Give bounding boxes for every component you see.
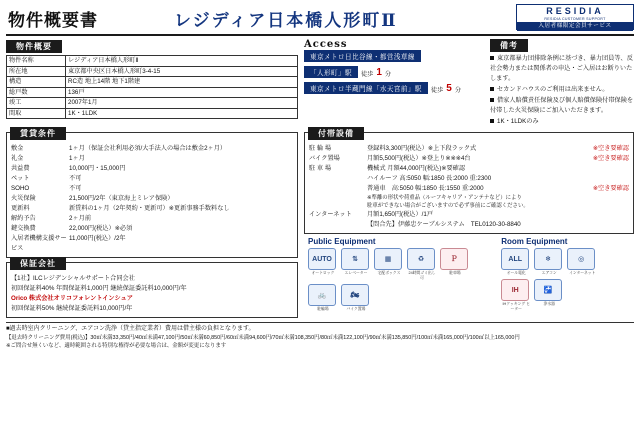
note-item	[490, 54, 634, 84]
room-equipment-group	[501, 237, 630, 312]
facility-row	[305, 210, 633, 220]
terms-row	[7, 164, 297, 174]
access-row	[304, 50, 482, 64]
outline-key: 所在地	[7, 66, 66, 77]
water-purifier-icon: 🚰	[534, 279, 562, 301]
facility-value: 登録料3,300円(税込）※上下段ラック式	[367, 145, 477, 152]
trash-room-icon: ♻	[407, 248, 435, 270]
residia-logo	[516, 4, 634, 30]
ih-cooker-icon: IH	[501, 279, 529, 301]
access-row	[304, 66, 482, 80]
equipment-caption: バイク置場	[346, 307, 366, 311]
room-equipment-title: Room Equipment	[501, 237, 568, 246]
equipment-section	[304, 237, 634, 312]
public-equipment-icons	[308, 248, 489, 312]
outline-key: 間取	[7, 108, 66, 119]
note-text: 1K・1LDKのみ	[497, 118, 539, 125]
terms-value: 不可	[69, 185, 82, 192]
facility-key	[309, 184, 367, 194]
document-footer	[6, 322, 634, 350]
facility-row	[305, 202, 633, 210]
outline-key: 物件名称	[7, 56, 66, 67]
facility-key: インターネット	[309, 211, 352, 218]
facility-key	[309, 220, 367, 230]
guarantee-header	[7, 259, 297, 274]
facility-row	[305, 184, 633, 194]
terms-value: 不可	[69, 175, 82, 182]
outline-value: 東京都中央区日本橋人形町3-4-15	[66, 66, 298, 77]
outline-table	[6, 55, 298, 119]
note-item	[490, 117, 634, 127]
outline-key: 竣工	[7, 98, 66, 109]
facilities-box	[304, 129, 634, 234]
equipment-caption: 24時間ゴミ出し可	[408, 271, 436, 280]
table-row	[7, 87, 298, 98]
bicycle-icon: 🚲	[308, 284, 336, 306]
equipment-item	[308, 248, 338, 281]
facility-row	[305, 174, 633, 184]
facility-value: 【問合先】伊藤忠ケーブルシステム TEL0120-30-8840	[367, 221, 521, 228]
logo-brand-text: RESIDIA	[517, 5, 633, 17]
facility-row	[305, 220, 633, 230]
outline-value: 2007年1月	[66, 98, 298, 109]
property-name-title: レジディア日本橋人形町Ⅱ	[174, 11, 398, 31]
terms-key: 敷金	[11, 145, 24, 152]
table-row	[7, 66, 298, 77]
terms-row	[7, 194, 297, 204]
facility-key	[309, 194, 367, 202]
note-item	[490, 96, 634, 116]
facility-row	[305, 154, 633, 164]
facility-key: 駐 車 場	[309, 165, 332, 172]
facility-mark: ※空き要確認	[592, 145, 629, 152]
facility-key	[309, 202, 367, 210]
terms-row	[7, 144, 297, 154]
facility-key: 駐 輪 場	[309, 145, 332, 152]
outline-column	[6, 39, 298, 128]
footer-line: ■過去時室内クリーニング、エアコン洗浄（貸主指定業者）費用は借主様の負担となります。	[6, 326, 255, 332]
equipment-caption: インターネット	[569, 271, 596, 275]
note-item	[490, 85, 634, 95]
terms-key: 礼金	[11, 155, 24, 162]
terms-value: 2ヶ月前	[69, 215, 92, 222]
outline-value: 136戸	[66, 87, 298, 98]
facilities-header	[305, 129, 633, 144]
room-equipment-icons	[501, 248, 630, 312]
equipment-caption: 駐輪場	[317, 307, 329, 311]
access-station: 東京メトロ日比谷線・都営浅草線	[304, 50, 421, 62]
terms-value: 新賃料の1ヶ月（2年契約・更新可）※更新事務手数料なし	[69, 205, 230, 212]
terms-key: 入居者機構支援サービス	[11, 235, 67, 252]
access-walk-label: 徒歩	[430, 86, 444, 94]
access-block	[304, 39, 482, 128]
guarantee-box	[6, 259, 298, 318]
terms-column	[6, 129, 298, 318]
terms-row	[7, 174, 297, 184]
outline-value: レジディア日本橋人形町Ⅱ	[66, 56, 298, 67]
terms-key: 更新料	[11, 205, 30, 212]
equipment-caption: IHクッキング ヒーター	[502, 302, 530, 311]
equipment-item	[567, 248, 597, 276]
guarantee-line: 初回保証料50% 継続保証委託料10,000円/年	[11, 305, 133, 312]
note-text: 東京都暴力団排除条例に基づき、暴力団員等、反社会勢力または関係者の申込・ご入居はお断りいたします。	[490, 55, 633, 82]
top-section	[6, 39, 634, 128]
equipment-item	[534, 279, 564, 312]
terms-row	[7, 184, 297, 194]
terms-key: 火災保険	[11, 195, 36, 202]
terms-box	[6, 129, 298, 258]
equipment-caption: エレベーター	[344, 271, 368, 275]
notes-block	[490, 39, 634, 128]
table-row	[7, 56, 298, 67]
logo-member-service-text: 入居者様限定会員サービス	[517, 22, 633, 31]
outline-value: 1K・1LDK	[66, 108, 298, 119]
access-heading: Access	[304, 39, 348, 50]
access-minutes-unit: 分	[454, 86, 462, 94]
equipment-item	[501, 279, 531, 312]
equipment-item	[534, 248, 564, 276]
bullet-icon	[490, 87, 494, 91]
table-row	[7, 98, 298, 109]
document-header	[6, 4, 634, 36]
equipment-caption: 宅配ボックス	[377, 271, 401, 275]
equipment-item	[501, 248, 531, 276]
logo-sub-text: RESIDIA CUSTOMER SUPPORT	[544, 17, 606, 21]
public-equipment-title: Public Equipment	[308, 237, 376, 246]
motorbike-icon: 🏍	[341, 284, 369, 306]
terms-row	[7, 214, 297, 224]
access-minutes: 5	[446, 83, 452, 94]
equipment-caption: 駐車場	[449, 271, 461, 275]
note-text: 借家人賠償責任保険及び個人賠償保険付帯保険を付帯した火災保険にご加入いただきます。	[490, 97, 634, 114]
terms-key: 解約予告	[11, 215, 36, 222]
terms-value: 1ヶ月（保証会社利用必須/大手法人の場合は敷金2ヶ月）	[69, 145, 227, 152]
public-equipment-group	[308, 237, 489, 312]
outline-key: 総戸数	[7, 87, 66, 98]
facility-value: 普通車 高:5050 幅:1850 長:1550 重:2000	[367, 185, 484, 192]
terms-value: 10,000円・15,000円	[69, 165, 126, 172]
footer-line: ※ご問合せ無くいなど、適時範囲される特別な権得が必要な場合は、金額が変更になります	[6, 343, 227, 349]
equipment-caption: エアコン	[541, 271, 557, 275]
facility-value: ハイルーフ 高:5050 幅:1850 長:2000 重:2300	[367, 175, 492, 182]
equipment-caption: 浄水器	[543, 302, 555, 306]
facility-mark: ※空き要確認	[592, 155, 629, 162]
footer-line: 【退去時クリーニング費用(税込)】30㎡未満33,350円/40㎡未満47,100円/50㎡未満60,850円/60㎡未満94,600円/70㎡未満108,350円/80㎡未満122,100円/90㎡未満135,850円/100㎡未満165,000円/100㎡以上165,000円	[6, 335, 520, 341]
note-text: セカンドハウスのご利用は出来ません。	[497, 86, 609, 93]
access-walk-label: 徒歩	[360, 70, 374, 78]
air-conditioner-icon: ❄	[534, 248, 562, 270]
terms-row	[7, 224, 297, 234]
access-station: 東京メトロ半蔵門線「水天宮前」駅	[304, 82, 428, 94]
guarantee-line: 初回保証料40% 年間保証料1,000円 継続保証委託料10,000円/年	[11, 285, 187, 292]
facility-value: ※準離の形状や荷重品（ルーフキャリア・アンテナなど）により	[367, 195, 522, 201]
notes-heading: 備考	[490, 39, 528, 52]
terms-row	[7, 234, 297, 254]
terms-key: SOHO	[11, 185, 30, 192]
terms-value: 21,500円/2年（東京海上ミレア保険）	[69, 195, 174, 202]
facility-row	[305, 164, 633, 174]
terms-key: 共益費	[11, 165, 30, 172]
guarantee-heading: 保証会社	[10, 257, 66, 270]
guarantee-company-orico: Orico 株式会社オリコフォレントインシュア	[11, 295, 133, 302]
terms-heading: 賃貸条件	[10, 127, 66, 140]
all-electric-icon: ALL	[501, 248, 529, 270]
equipment-item	[440, 248, 470, 281]
internet-icon: ◎	[567, 248, 595, 270]
bullet-icon	[490, 98, 494, 102]
terms-value: 1ヶ月	[69, 155, 85, 162]
terms-row	[7, 154, 297, 164]
bullet-icon	[490, 119, 494, 123]
equipment-item	[374, 248, 404, 281]
access-station-label: 「人形町」駅	[304, 66, 358, 78]
terms-value: 11,000円(税込）/2年	[69, 235, 126, 242]
access-minutes-unit: 分	[384, 70, 392, 78]
equipment-item	[341, 284, 371, 312]
facilities-heading: 付帯設備	[308, 127, 364, 140]
facility-row	[305, 144, 633, 154]
outline-key: 構造	[7, 77, 66, 88]
facility-value: 機械式 月額44,000円(税込)※要確認	[367, 165, 466, 172]
mid-section	[6, 129, 634, 318]
equipment-item	[407, 248, 437, 281]
delivery-box-icon: ▦	[374, 248, 402, 270]
auto-lock-icon: AUTO	[308, 248, 336, 270]
facility-mark: ※空き要確認	[592, 185, 629, 192]
access-row	[304, 82, 482, 96]
parking-icon: Ｐ	[440, 248, 468, 270]
document-title: 物件概要書	[8, 11, 98, 31]
facility-value: 月額1,650円(税込）/1戸	[367, 211, 434, 218]
equipment-item	[308, 284, 338, 312]
facility-value: 月額5,500円(税込）※登上り※※※4台	[367, 155, 471, 162]
outline-value: RC造 地上14階 地下1階建	[66, 77, 298, 88]
table-row	[7, 108, 298, 119]
terms-value: 22,000円(税込）※必須	[69, 225, 133, 232]
terms-key: 鍵交換費	[11, 225, 36, 232]
outline-heading: 物件概要	[6, 40, 62, 53]
bullet-icon	[490, 56, 494, 60]
equipment-caption: オートロック	[311, 271, 335, 275]
equipment-caption: オール電化	[506, 271, 526, 275]
terms-row	[7, 204, 297, 214]
access-notes-column	[304, 39, 634, 128]
elevator-icon: ⇅	[341, 248, 369, 270]
facility-key	[309, 174, 367, 184]
terms-key: ペット	[11, 175, 30, 182]
facilities-column	[304, 129, 634, 318]
facility-row	[305, 194, 633, 202]
facility-value: 駐車ができない場合がございますので必ず事前にご確認ください。	[367, 203, 529, 209]
facility-key: バイク置場	[309, 155, 340, 162]
access-minutes: 1	[376, 67, 382, 78]
terms-header	[7, 129, 297, 144]
equipment-item	[341, 248, 371, 281]
guarantee-line: 【1社】ILCレジデンシャルサポート合同会社	[11, 275, 135, 282]
table-row	[7, 77, 298, 88]
